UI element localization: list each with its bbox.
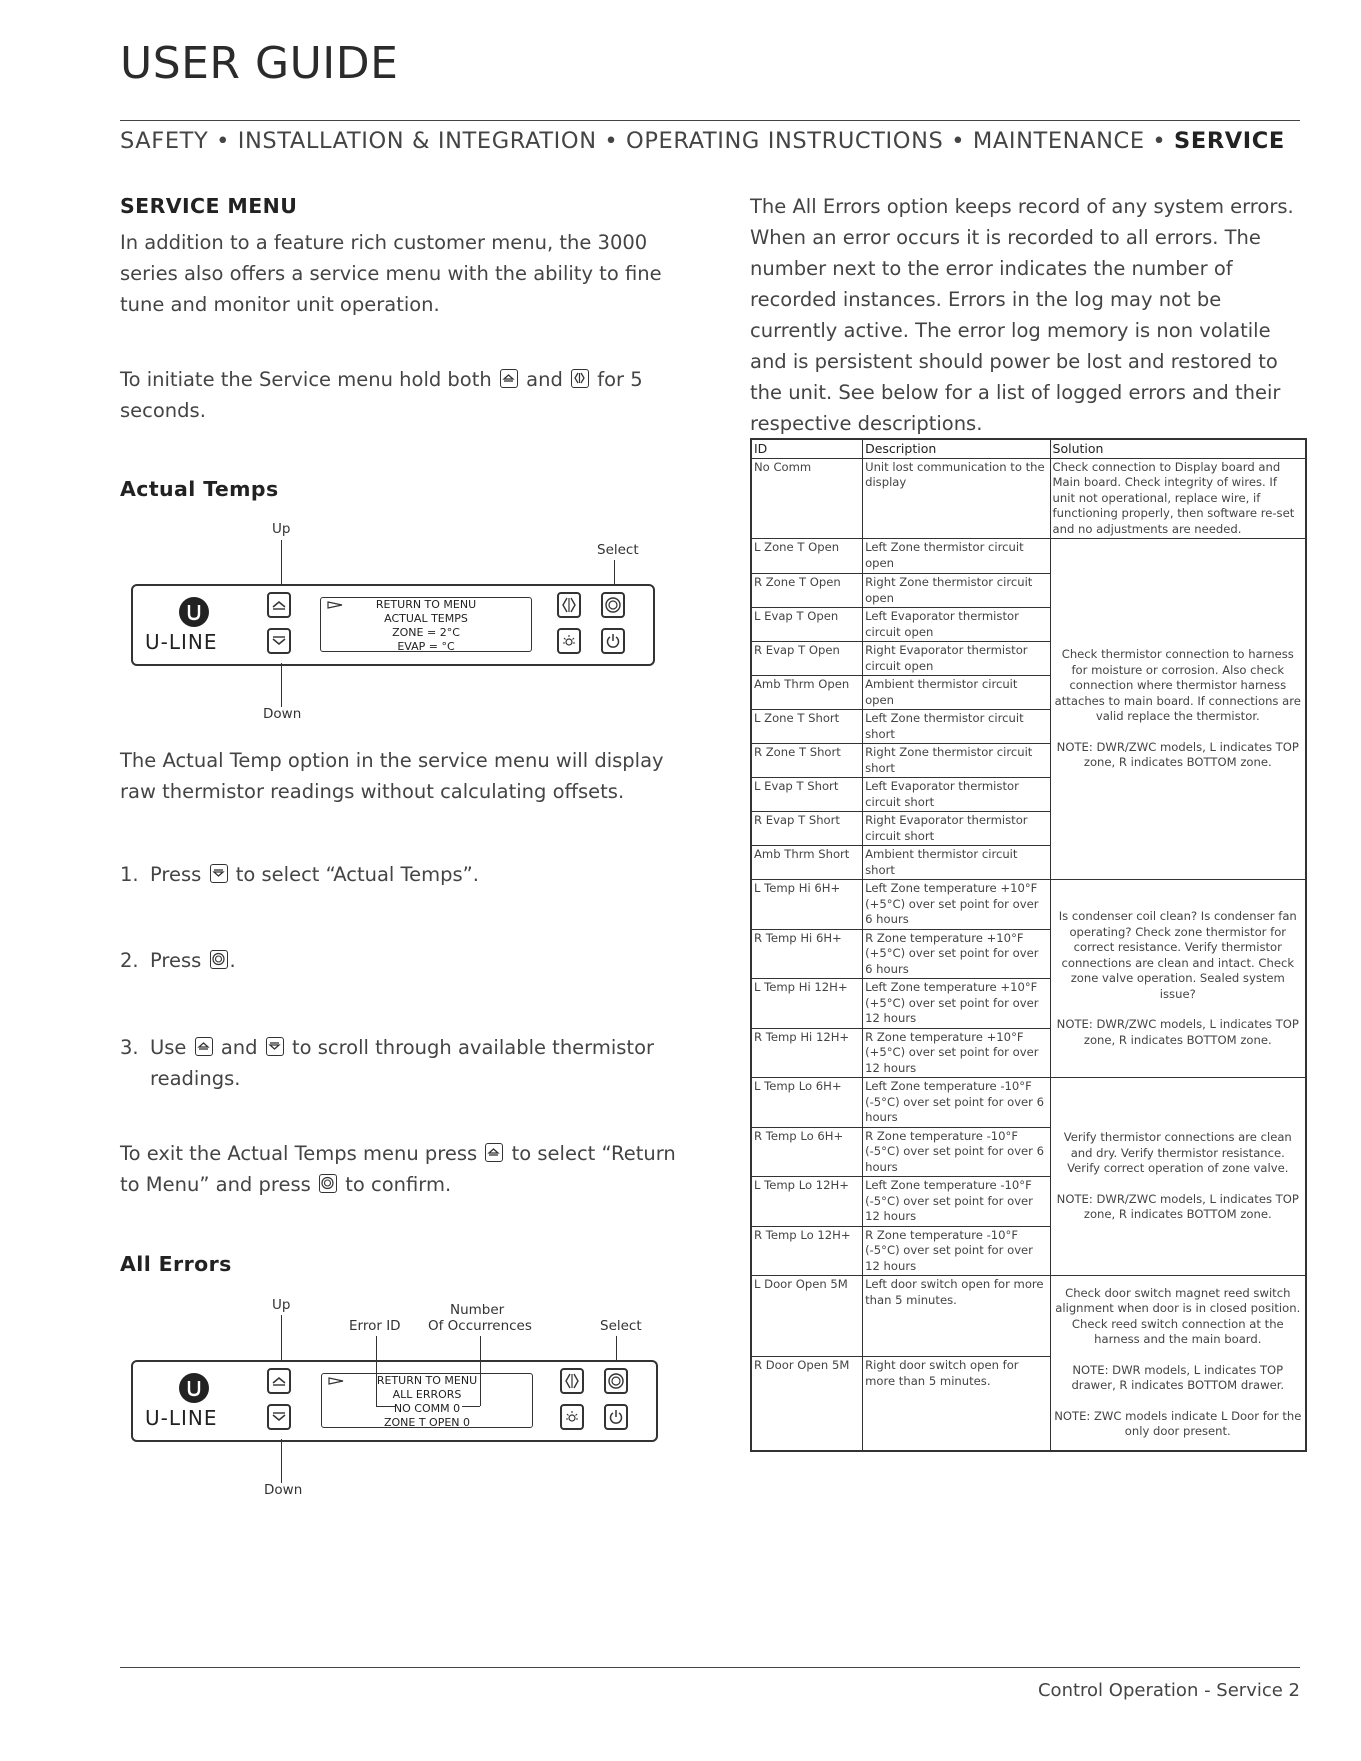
error-id: R Temp Hi 12H+ xyxy=(751,1028,863,1078)
error-id: R Zone T Open xyxy=(751,574,863,608)
number-label: Number xyxy=(450,1302,505,1318)
column-header: Solution xyxy=(1050,439,1306,458)
nav-operating[interactable]: OPERATING INSTRUCTIONS xyxy=(626,128,944,154)
uline-logo-icon xyxy=(179,597,209,627)
nav-maintenance[interactable]: MAINTENANCE xyxy=(972,128,1145,154)
error-description: R Zone temperature +10°F (+5°C) over set point for over 12 hours xyxy=(863,1028,1050,1078)
error-id: L Evap T Open xyxy=(751,608,863,642)
up-button-icon xyxy=(485,1143,503,1162)
column-header: ID xyxy=(751,439,863,458)
up-button[interactable] xyxy=(267,592,291,618)
table-row xyxy=(751,539,1306,574)
lr-button[interactable] xyxy=(557,592,581,618)
error-id: R Temp Lo 6H+ xyxy=(751,1127,863,1177)
all-errors-heading: All Errors xyxy=(120,1252,232,1276)
lcd-display xyxy=(321,1373,533,1428)
select-label: Select xyxy=(600,1318,642,1334)
table-row xyxy=(751,880,1306,930)
up-pointer xyxy=(281,1315,282,1360)
lcd-line: RETURN TO MENU xyxy=(376,1374,478,1387)
step-1: 1. Press to select “Actual Temps”. xyxy=(120,863,479,886)
error-table xyxy=(750,438,1307,1452)
left-column-lower xyxy=(120,745,680,1276)
lr-button[interactable] xyxy=(560,1368,584,1394)
error-description: R Zone temperature +10°F (+5°C) over set point for over 6 hours xyxy=(863,929,1050,979)
error-id: L Evap T Short xyxy=(751,778,863,812)
down-button-icon xyxy=(266,1037,284,1056)
column-header: Description xyxy=(863,439,1050,458)
select-button-icon xyxy=(210,950,228,969)
up-label: Up xyxy=(272,521,291,537)
lcd-line: ZONE = 2°C xyxy=(392,626,460,639)
error-id: R Evap T Short xyxy=(751,812,863,846)
error-description: Left Evaporator thermistor circuit open xyxy=(863,608,1050,642)
nav-installation[interactable]: INSTALLATION & INTEGRATION xyxy=(237,128,597,154)
error-id: R Door Open 5M xyxy=(751,1357,863,1451)
down-button[interactable] xyxy=(267,1404,291,1430)
actual-temps-heading: Actual Temps xyxy=(120,477,279,501)
error-description: Ambient thermistor circuit short xyxy=(863,846,1050,880)
error-id: L Temp Lo 12H+ xyxy=(751,1177,863,1227)
brand-logo: U-LINE xyxy=(145,630,218,654)
service-menu-heading: SERVICE MENU xyxy=(120,194,298,218)
occurrences-label: Of Occurrences xyxy=(428,1318,532,1334)
error-id: Amb Thrm Short xyxy=(751,846,863,880)
up-button-icon xyxy=(500,369,518,388)
down-label: Down xyxy=(264,1482,303,1498)
up-label: Up xyxy=(272,1297,291,1313)
error-id: R Zone T Short xyxy=(751,744,863,778)
cursor-arrow-icon xyxy=(327,601,343,609)
error-description: Right door switch open for more than 5 minutes. xyxy=(863,1357,1050,1451)
control-panel xyxy=(131,1360,658,1442)
up-pointer xyxy=(281,540,282,585)
error-id: L Zone T Short xyxy=(751,710,863,744)
nav-bullet: • xyxy=(216,128,230,154)
error-id: L Door Open 5M xyxy=(751,1276,863,1357)
header-divider xyxy=(120,120,1300,121)
error-id: L Temp Hi 6H+ xyxy=(751,880,863,930)
select-button[interactable] xyxy=(604,1368,628,1394)
error-id: L Zone T Open xyxy=(751,539,863,574)
actual-temp-description: The Actual Temp option in the service menu will display raw thermistor readings without calculating offsets. xyxy=(120,749,664,803)
lcd-line: RETURN TO MENU xyxy=(375,598,477,611)
error-description: Left Zone temperature -10°F (-5°C) over set point for over 6 hours xyxy=(863,1078,1050,1128)
lcd-line: ACTUAL TEMPS xyxy=(384,612,468,625)
error-id: Amb Thrm Open xyxy=(751,676,863,710)
page-footer: Control Operation - Service 2 xyxy=(1037,1680,1300,1701)
error-id: R Temp Hi 6H+ xyxy=(751,929,863,979)
nav-bullet: • xyxy=(1152,128,1167,154)
table-header-row xyxy=(751,439,1306,458)
error-id: R Evap T Open xyxy=(751,642,863,676)
error-description: R Zone temperature -10°F (-5°C) over set point for over 12 hours xyxy=(863,1226,1050,1276)
error-description: Left Evaporator thermistor circuit short xyxy=(863,778,1050,812)
up-button[interactable] xyxy=(267,1368,291,1394)
select-lr-button-icon xyxy=(571,369,589,388)
lcd-line: ZONE T OPEN 0 xyxy=(383,1416,471,1429)
occurrences-pointer xyxy=(480,1336,481,1406)
error-id-pointer xyxy=(376,1336,377,1406)
uline-logo-icon xyxy=(179,1373,209,1403)
table-row xyxy=(751,458,1306,539)
down-pointer xyxy=(281,663,282,707)
control-panel xyxy=(131,584,655,666)
down-label: Down xyxy=(263,706,302,722)
error-description: Right Zone thermistor circuit short xyxy=(863,744,1050,778)
nav-bullet: • xyxy=(951,128,966,154)
section-nav xyxy=(120,128,1300,154)
lcd-display xyxy=(320,597,532,652)
brand-logo: U-LINE xyxy=(145,1406,218,1430)
footer-divider xyxy=(120,1667,1300,1668)
error-solution: Verify thermistor connections are clean and dry. Verify thermistor resistance. Verify correct operation of zone valve. NOTE: DWR/ZWC models, L indicates TOP zone, R indicates BOTTOM zone. xyxy=(1050,1078,1306,1276)
lcd-line: EVAP = °C xyxy=(397,640,455,653)
error-solution: Check door switch magnet reed switch alignment when door is in closed position. Check reed switch connection at the harness and the main board. NOTE: DWR models, L indicates TOP drawer, R indicates BOTTOM drawer. NOTE: ZWC models indicate L Door for the only door present. xyxy=(1050,1276,1306,1451)
down-button[interactable] xyxy=(267,628,291,654)
down-button-icon xyxy=(210,864,228,883)
nav-bullet: • xyxy=(604,128,619,154)
error-description: Right Zone thermistor circuit open xyxy=(863,574,1050,608)
table-row xyxy=(751,1078,1306,1128)
light-button[interactable] xyxy=(560,1404,584,1430)
down-pointer xyxy=(281,1439,282,1483)
error-solution: Check connection to Display board and Main board. Check integrity of wires. If unit not operational, replace wire, if functioning properly, then software re-set and no adjustments are needed. xyxy=(1050,458,1306,539)
table-row xyxy=(751,1276,1306,1357)
error-id-pointer xyxy=(376,1406,395,1407)
exit-instructions: To exit the Actual Temps menu press to select “Return to Menu” and press to confirm. xyxy=(120,1142,676,1196)
error-id: No Comm xyxy=(751,458,863,539)
error-description: Ambient thermistor circuit open xyxy=(863,676,1050,710)
error-description: Left Zone temperature +10°F (+5°C) over set point for over 6 hours xyxy=(863,880,1050,930)
lcd-line: ALL ERRORS xyxy=(392,1388,462,1401)
occurrences-pointer xyxy=(462,1406,480,1407)
power-button[interactable] xyxy=(601,628,625,654)
error-description: Right Evaporator thermistor circuit open xyxy=(863,642,1050,676)
error-description: R Zone temperature -10°F (-5°C) over set point for over 6 hours xyxy=(863,1127,1050,1177)
all-errors-description: The All Errors option keeps record of any system errors. When an error occurs it is recorded to all errors. The number next to the error indicates the number of recorded instances. Errors in the log may not be currently active. The error log memory is non volatile and is persistent should power be lost and restored to the unit. See below for a list of logged errors and their respective descriptions. xyxy=(750,195,1294,435)
error-description: Left Zone temperature +10°F (+5°C) over set point for over 12 hours xyxy=(863,979,1050,1029)
lcd-line: NO COMM 0 xyxy=(393,1402,461,1415)
select-button[interactable] xyxy=(601,592,625,618)
nav-service[interactable]: SERVICE xyxy=(1174,128,1285,154)
error-id: L Temp Lo 6H+ xyxy=(751,1078,863,1128)
error-description: Right Evaporator thermistor circuit short xyxy=(863,812,1050,846)
error-description: Left door switch open for more than 5 minutes. xyxy=(863,1276,1050,1357)
left-column xyxy=(120,194,680,501)
error-id-label: Error ID xyxy=(349,1318,401,1334)
error-description: Left Zone thermistor circuit open xyxy=(863,539,1050,574)
up-button-icon xyxy=(195,1037,213,1056)
step-2: 2. Press . xyxy=(120,949,236,972)
light-button[interactable] xyxy=(557,628,581,654)
select-button-icon xyxy=(319,1174,337,1193)
service-intro: In addition to a feature rich customer menu, the 3000 series also offers a service menu with the ability to fine tune and monitor unit operation. xyxy=(120,231,662,316)
power-button[interactable] xyxy=(604,1404,628,1430)
error-description: Left Zone thermistor circuit short xyxy=(863,710,1050,744)
page-title: USER GUIDE xyxy=(120,38,399,89)
nav-safety[interactable]: SAFETY xyxy=(120,128,209,154)
step-3: 3. Use and to scroll through available thermistor readings. xyxy=(120,1036,655,1090)
error-id: L Temp Hi 12H+ xyxy=(751,979,863,1029)
error-id: R Temp Lo 12H+ xyxy=(751,1226,863,1276)
select-label: Select xyxy=(597,542,639,558)
error-description: Unit lost communication to the display xyxy=(863,458,1050,539)
initiate-text: To initiate the Service menu hold both and for 5 seconds. xyxy=(120,368,643,422)
error-solution: Check thermistor connection to harness for moisture or corrosion. Also check connection where thermistor harness attaches to main board. If connections are valid replace the thermistor. NOTE: DWR/ZWC models, L indicates TOP zone, R indicates BOTTOM zone. xyxy=(1050,539,1306,880)
error-solution: Is condenser coil clean? Is condenser fan operating? Check zone thermistor for correct resistance. Verify thermistor connections are clean and intact. Check zone valve operation. Sealed system issue? NOTE: DWR/ZWC models, L indicates TOP zone, R indicates BOTTOM zone. xyxy=(1050,880,1306,1078)
cursor-arrow-icon xyxy=(328,1377,344,1385)
error-description: Left Zone temperature -10°F (-5°C) over set point for over 12 hours xyxy=(863,1177,1050,1227)
